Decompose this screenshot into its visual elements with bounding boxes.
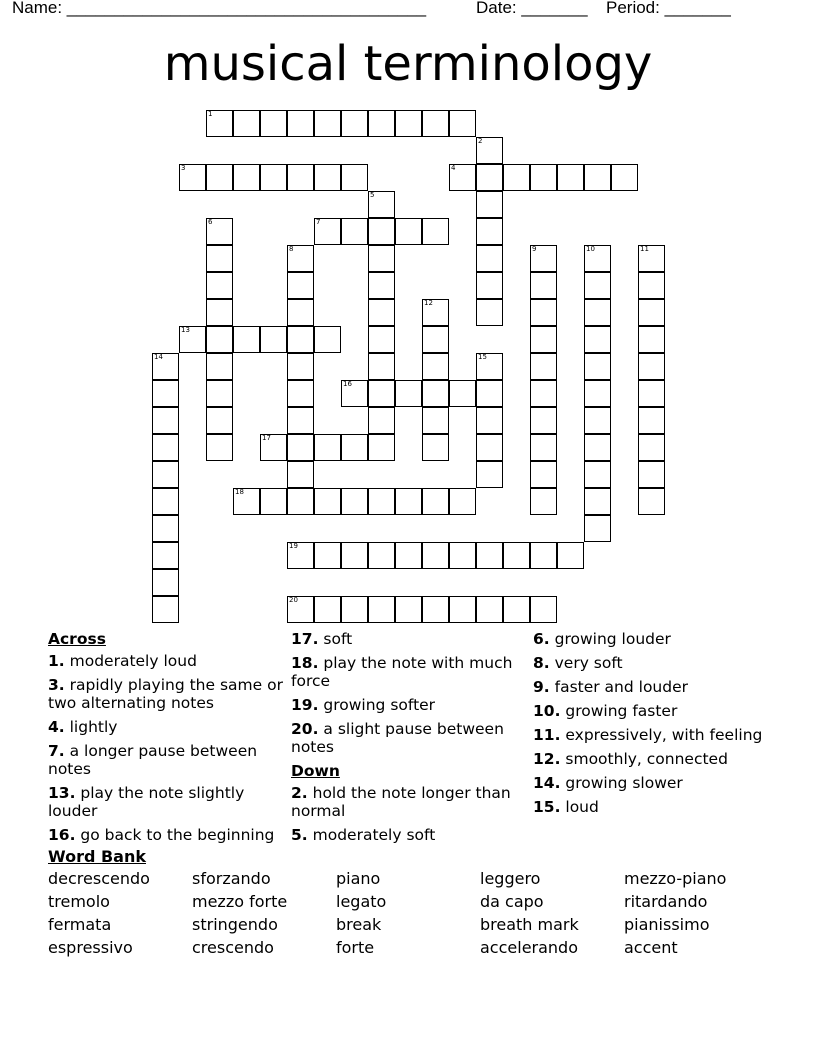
grid-cell[interactable] [260, 488, 287, 515]
grid-cell[interactable] [584, 164, 611, 191]
grid-cell[interactable] [422, 326, 449, 353]
grid-cell[interactable] [530, 353, 557, 380]
clue-item: 8. very soft [533, 654, 623, 672]
grid-cell[interactable] [152, 380, 179, 407]
clue-number: 1 [208, 110, 213, 118]
grid-cell[interactable] [206, 299, 233, 326]
grid-cell[interactable] [314, 434, 341, 461]
clue-number: 2 [478, 137, 483, 145]
clue-number: 19 [289, 542, 298, 550]
grid-cell[interactable] [206, 353, 233, 380]
grid-cell[interactable] [206, 380, 233, 407]
grid-cell[interactable] [530, 542, 557, 569]
clue-number: 15 [478, 353, 487, 361]
grid-cell[interactable] [476, 461, 503, 488]
grid-cell[interactable] [368, 191, 395, 218]
grid-cell[interactable] [152, 488, 179, 515]
grid-cell[interactable] [530, 407, 557, 434]
grid-cell[interactable] [584, 299, 611, 326]
grid-cell[interactable] [368, 542, 395, 569]
grid-cell[interactable] [368, 218, 395, 245]
word-bank-item: stringendo [192, 915, 278, 934]
word-bank-item: accent [624, 938, 678, 957]
grid-cell[interactable] [287, 245, 314, 272]
grid-cell[interactable] [449, 110, 476, 137]
grid-cell[interactable] [341, 434, 368, 461]
grid-cell[interactable] [179, 326, 206, 353]
grid-cell[interactable] [152, 596, 179, 623]
clue-number: 17 [262, 434, 271, 442]
grid-cell[interactable] [368, 245, 395, 272]
grid-cell[interactable] [179, 164, 206, 191]
grid-cell[interactable] [476, 596, 503, 623]
grid-cell[interactable] [476, 191, 503, 218]
grid-cell[interactable] [584, 488, 611, 515]
grid-cell[interactable] [395, 110, 422, 137]
grid-cell[interactable] [233, 326, 260, 353]
grid-cell[interactable] [287, 380, 314, 407]
word-bank-item: tremolo [48, 892, 110, 911]
grid-cell[interactable] [584, 461, 611, 488]
clues-column-2 [291, 630, 531, 850]
grid-cell[interactable] [395, 596, 422, 623]
grid-cell[interactable] [341, 596, 368, 623]
clues-column-3 [533, 630, 773, 822]
grid-cell[interactable] [368, 434, 395, 461]
grid-cell[interactable] [422, 407, 449, 434]
grid-cell[interactable] [314, 110, 341, 137]
grid-cell[interactable] [449, 380, 476, 407]
grid-cell[interactable] [206, 434, 233, 461]
grid-cell[interactable] [152, 569, 179, 596]
grid-cell[interactable] [530, 326, 557, 353]
clue-number: 4 [451, 164, 456, 172]
grid-cell[interactable] [422, 380, 449, 407]
word-bank-item: pianissimo [624, 915, 710, 934]
clue-number: 12 [424, 299, 433, 307]
clue-number: 16 [343, 380, 352, 388]
clue-number: 6 [208, 218, 213, 226]
clue-number: 3 [181, 164, 186, 172]
grid-cell[interactable] [449, 542, 476, 569]
grid-cell[interactable] [422, 488, 449, 515]
grid-cell[interactable] [530, 488, 557, 515]
grid-cell[interactable] [260, 326, 287, 353]
grid-cell[interactable] [368, 272, 395, 299]
grid-cell[interactable] [206, 164, 233, 191]
word-bank-item: break [336, 915, 382, 934]
clue-number: 8 [289, 245, 294, 253]
grid-cell[interactable] [287, 488, 314, 515]
grid-cell[interactable] [368, 326, 395, 353]
clue-item: 18. play the note with much force [291, 654, 513, 690]
word-bank-item: mezzo forte [192, 892, 288, 911]
grid-cell[interactable] [152, 461, 179, 488]
word-bank-item: espressivo [48, 938, 133, 957]
grid-cell[interactable] [503, 542, 530, 569]
clue-item: 2. hold the note longer than normal [291, 784, 511, 820]
grid-cell[interactable] [287, 326, 314, 353]
grid-cell[interactable] [638, 407, 665, 434]
grid-cell[interactable] [152, 542, 179, 569]
grid-cell[interactable] [233, 488, 260, 515]
clue-item: 7. a longer pause between notes [48, 742, 258, 778]
grid-cell[interactable] [152, 434, 179, 461]
clue-number: 9 [532, 245, 537, 253]
grid-cell[interactable] [368, 407, 395, 434]
clue-item: 12. smoothly, connected [533, 750, 728, 768]
clue-item: 10. growing faster [533, 702, 678, 720]
grid-cell[interactable] [476, 299, 503, 326]
grid-cell[interactable] [341, 218, 368, 245]
grid-cell[interactable] [638, 461, 665, 488]
word-bank-item: breath mark [480, 915, 579, 934]
grid-cell[interactable] [422, 542, 449, 569]
word-bank-title: Word Bank [48, 847, 147, 866]
grid-cell[interactable] [530, 380, 557, 407]
grid-cell[interactable] [341, 164, 368, 191]
clue-number: 18 [235, 488, 244, 496]
grid-cell[interactable] [395, 380, 422, 407]
grid-cell[interactable] [341, 488, 368, 515]
grid-cell[interactable] [152, 353, 179, 380]
grid-cell[interactable] [206, 245, 233, 272]
grid-cell[interactable] [422, 596, 449, 623]
grid-cell[interactable] [638, 434, 665, 461]
grid-cell[interactable] [530, 272, 557, 299]
grid-cell[interactable] [368, 110, 395, 137]
clue-item: 4. lightly [48, 718, 118, 736]
clue-number: 14 [154, 353, 163, 361]
clue-item: 1. moderately loud [48, 652, 197, 670]
grid-cell[interactable] [638, 326, 665, 353]
grid-cell[interactable] [260, 434, 287, 461]
grid-cell[interactable] [557, 164, 584, 191]
grid-cell[interactable] [314, 488, 341, 515]
grid-cell[interactable] [341, 380, 368, 407]
grid-cell[interactable] [206, 407, 233, 434]
grid-cell[interactable] [476, 542, 503, 569]
clue-item: 14. growing slower [533, 774, 683, 792]
clue-number: 10 [586, 245, 595, 253]
word-bank-item: leggero [480, 869, 541, 888]
grid-cell[interactable] [476, 353, 503, 380]
page-title: musical terminology [163, 36, 653, 92]
grid-cell[interactable] [422, 218, 449, 245]
clue-number: 13 [181, 326, 190, 334]
date-field[interactable]: Date: _______ [476, 0, 588, 17]
grid-cell[interactable] [476, 407, 503, 434]
clue-item: 5. moderately soft [291, 826, 436, 844]
grid-cell[interactable] [530, 299, 557, 326]
grid-cell[interactable] [314, 596, 341, 623]
grid-cell[interactable] [314, 218, 341, 245]
grid-cell[interactable] [287, 407, 314, 434]
grid-cell[interactable] [206, 272, 233, 299]
clue-number: 11 [640, 245, 649, 253]
word-bank-item: sforzando [192, 869, 271, 888]
grid-cell[interactable] [233, 164, 260, 191]
grid-cell[interactable] [287, 164, 314, 191]
grid-cell[interactable] [341, 542, 368, 569]
grid-cell[interactable] [584, 326, 611, 353]
grid-cell[interactable] [314, 542, 341, 569]
grid-cell[interactable] [638, 353, 665, 380]
grid-cell[interactable] [260, 164, 287, 191]
grid-cell[interactable] [395, 218, 422, 245]
grid-cell[interactable] [152, 515, 179, 542]
grid-cell[interactable] [287, 542, 314, 569]
clue-number: 7 [316, 218, 321, 226]
grid-cell[interactable] [260, 110, 287, 137]
grid-cell[interactable] [287, 353, 314, 380]
clue-item: 15. loud [533, 798, 599, 816]
word-bank-item: legato [336, 892, 387, 911]
grid-cell[interactable] [422, 299, 449, 326]
clue-item: 3. rapidly playing the same or two alternating notes [48, 676, 283, 712]
grid-cell[interactable] [368, 488, 395, 515]
grid-cell[interactable] [638, 272, 665, 299]
across-heading: Across [48, 630, 106, 648]
clue-item: 20. a slight pause between notes [291, 720, 504, 756]
clue-item: 16. go back to the beginning [48, 826, 275, 844]
clues-column-1 [48, 630, 288, 850]
grid-cell[interactable] [638, 245, 665, 272]
grid-cell[interactable] [638, 380, 665, 407]
clue-item: 9. faster and louder [533, 678, 689, 696]
grid-cell[interactable] [476, 272, 503, 299]
grid-cell[interactable] [584, 515, 611, 542]
word-bank-item: decrescendo [48, 869, 150, 888]
grid-cell[interactable] [287, 110, 314, 137]
clue-number: 20 [289, 596, 298, 604]
grid-cell[interactable] [206, 326, 233, 353]
grid-cell[interactable] [584, 353, 611, 380]
grid-cell[interactable] [476, 137, 503, 164]
grid-cell[interactable] [557, 542, 584, 569]
grid-cell[interactable] [287, 272, 314, 299]
down-heading: Down [291, 762, 340, 780]
clue-item: 17. soft [291, 630, 353, 648]
word-bank-item: da capo [480, 892, 544, 911]
grid-cell[interactable] [638, 299, 665, 326]
grid-cell[interactable] [476, 218, 503, 245]
grid-cell[interactable] [530, 245, 557, 272]
grid-cell[interactable] [503, 596, 530, 623]
grid-cell[interactable] [449, 488, 476, 515]
grid-cell[interactable] [287, 596, 314, 623]
grid-cell[interactable] [449, 164, 476, 191]
grid-cell[interactable] [584, 380, 611, 407]
clue-item: 6. growing louder [533, 630, 671, 648]
grid-cell[interactable] [476, 434, 503, 461]
clue-item: 11. expressively, with feeling [533, 726, 763, 744]
word-bank-item: accelerando [480, 938, 578, 957]
grid-cell[interactable] [422, 353, 449, 380]
word-bank-item: fermata [48, 915, 112, 934]
grid-cell[interactable] [206, 110, 233, 137]
grid-cell[interactable] [368, 299, 395, 326]
grid-cell[interactable] [395, 542, 422, 569]
grid-cell[interactable] [395, 488, 422, 515]
grid-cell[interactable] [287, 461, 314, 488]
word-bank-item: mezzo-piano [624, 869, 727, 888]
grid-cell[interactable] [530, 434, 557, 461]
grid-cell[interactable] [152, 407, 179, 434]
clue-item: 13. play the note slightly louder [48, 784, 245, 820]
grid-cell[interactable] [422, 110, 449, 137]
grid-cell[interactable] [287, 299, 314, 326]
word-bank-item: crescendo [192, 938, 274, 957]
grid-cell[interactable] [584, 245, 611, 272]
grid-cell[interactable] [584, 434, 611, 461]
name-field[interactable]: Name: ______________________________________ [12, 0, 427, 17]
grid-cell[interactable] [503, 164, 530, 191]
clue-item: 19. growing softer [291, 696, 436, 714]
grid-cell[interactable] [530, 164, 557, 191]
grid-cell[interactable] [287, 434, 314, 461]
grid-cell[interactable] [476, 245, 503, 272]
grid-cell[interactable] [341, 110, 368, 137]
clue-number: 5 [370, 191, 375, 199]
grid-cell[interactable] [368, 380, 395, 407]
grid-cell[interactable] [584, 272, 611, 299]
grid-cell[interactable] [422, 434, 449, 461]
period-field[interactable]: Period: _______ [606, 0, 731, 17]
grid-cell[interactable] [233, 110, 260, 137]
word-bank-item: forte [336, 938, 375, 957]
word-bank-item: piano [336, 869, 381, 888]
grid-cell[interactable] [611, 164, 638, 191]
grid-cell[interactable] [530, 461, 557, 488]
grid-cell[interactable] [314, 164, 341, 191]
grid-cell[interactable] [476, 380, 503, 407]
grid-cell[interactable] [368, 596, 395, 623]
grid-cell[interactable] [584, 407, 611, 434]
grid-cell[interactable] [449, 596, 476, 623]
word-bank-item: ritardando [624, 892, 708, 911]
grid-cell[interactable] [476, 164, 503, 191]
word-bank [48, 847, 768, 957]
grid-cell[interactable] [314, 326, 341, 353]
grid-cell[interactable] [206, 218, 233, 245]
grid-cell[interactable] [638, 488, 665, 515]
grid-cell[interactable] [530, 596, 557, 623]
grid-cell[interactable] [368, 353, 395, 380]
